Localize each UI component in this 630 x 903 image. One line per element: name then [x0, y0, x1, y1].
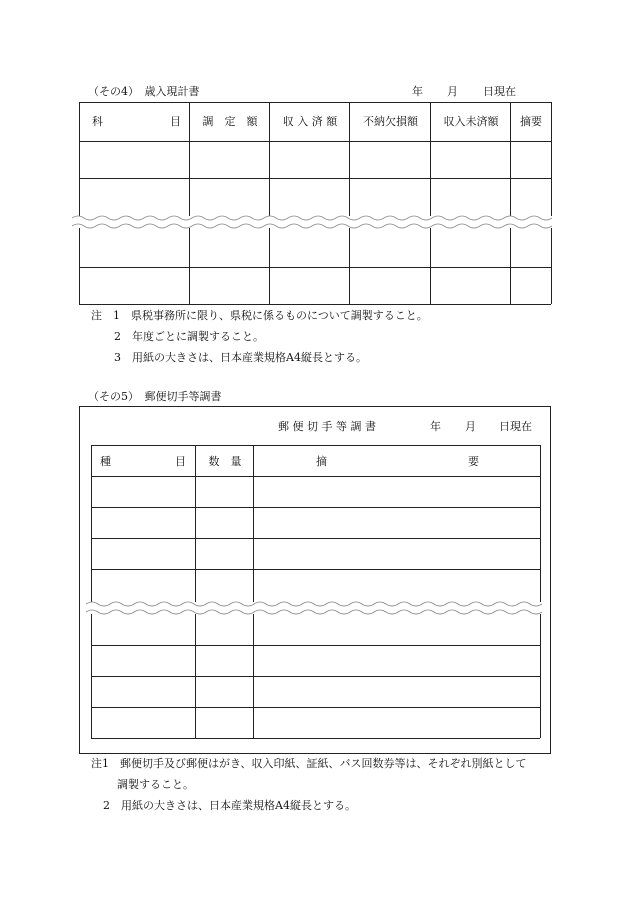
section5-break-wave [86, 598, 546, 618]
header-chotei: 調 定 額 [202, 115, 258, 128]
header-shunyu-zumi: 収 入 済 額 [282, 115, 338, 128]
section5-form-title: 郵 便 切 手 等 調 書 [278, 420, 376, 433]
section5-title: （その5） 郵便切手等調書 [88, 390, 222, 403]
header-funo: 不納欠損額 [363, 115, 418, 128]
section5-frame [79, 406, 551, 754]
header-shunyu-mi: 収入未済額 [443, 115, 499, 128]
section4-date-day: 日現在 [483, 85, 516, 98]
section5-date-year: 年 [430, 420, 441, 433]
section4-date-month: 月 [447, 85, 458, 98]
header-kamoku-a: 科 [92, 115, 103, 128]
section5-note-2: 2 用紙の大きさは、日本産業規格A4縦長とする。 [103, 799, 356, 812]
section5-date-month: 月 [465, 420, 476, 433]
section4-note-2: 2 年度ごとに調製すること。 [114, 330, 264, 343]
section5-note-1: 注1 郵便切手及び郵便はがき、収入印紙、証紙、バス回数券等は、それぞれ別紙として [91, 757, 527, 770]
section4-date-year: 年 [412, 85, 423, 98]
section5-note-1-cont: 調製すること。 [117, 778, 194, 791]
header-shumoku-b: 目 [175, 455, 186, 468]
header-tekiyo: 摘要 [520, 115, 542, 128]
header-tekiyo-b: 要 [468, 455, 479, 468]
section4-note-1: 注 1 県税事務所に限り、県税に係るものについて調製すること。 [91, 309, 428, 322]
section4-note-3: 3 用紙の大きさは、日本産業規格A4縦長とする。 [114, 351, 367, 364]
header-suryo: 数 量 [208, 455, 242, 468]
header-shumoku-a: 種 [100, 455, 111, 468]
header-kamoku-b: 目 [170, 115, 181, 128]
section5-date-day: 日現在 [499, 420, 532, 433]
section4-break-wave [72, 212, 558, 232]
header-tekiyo-a: 摘 [316, 455, 327, 468]
section4-title: （その4） 歳入現計書 [88, 85, 200, 98]
